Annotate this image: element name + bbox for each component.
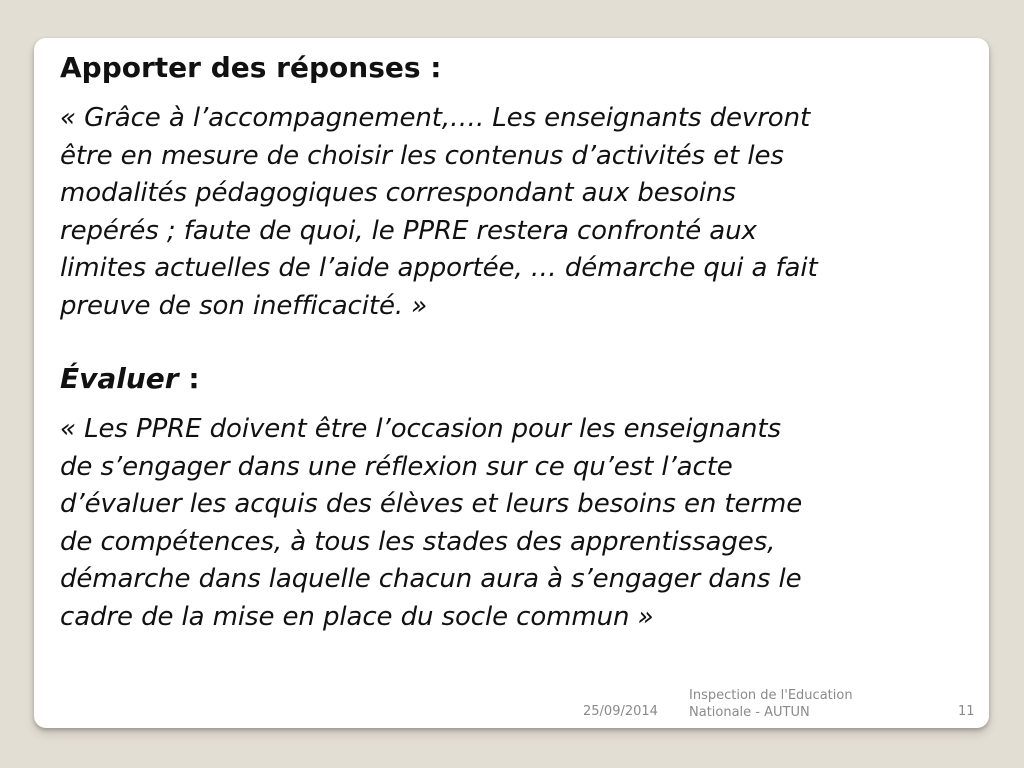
slide-footer <box>34 686 989 722</box>
quote-line: preuve de son inefficacité. » <box>60 290 428 321</box>
footer-organization <box>689 687 853 721</box>
footer-org-line: Inspection de l'Education <box>689 688 853 703</box>
quote-evaluer <box>60 411 980 636</box>
section-spacer <box>60 325 980 359</box>
quote-line: de s’engager dans une réflexion sur ce qu’est l’acte <box>60 451 733 482</box>
heading-evaluer-word: Évaluer <box>60 362 179 395</box>
quote-line: repérés ; faute de quoi, le PPRE restera confronté aux <box>60 215 757 246</box>
heading-evaluer <box>60 359 980 399</box>
footer-org-line: Nationale - AUTUN <box>689 705 810 720</box>
quote-line: cadre de la mise en place du socle commun » <box>60 601 654 632</box>
quote-line: « Les PPRE doivent être l’occasion pour les enseignants <box>60 414 781 444</box>
quote-accompagnement <box>60 100 980 325</box>
footer-date: 25/09/2014 <box>583 704 658 719</box>
heading-evaluer-colon: : <box>178 362 200 395</box>
footer-page-number: 11 <box>958 704 975 719</box>
quote-line: être en mesure de choisir les contenus d’activités et les <box>60 140 784 171</box>
quote-line: démarche dans laquelle chacun aura à s’engager dans le <box>60 564 802 594</box>
heading-apporter-des-reponses: Apporter des réponses : <box>60 51 442 84</box>
quote-line: « Grâce à l’accompagnement,…. Les enseignants devront <box>60 103 811 133</box>
slide <box>34 38 989 728</box>
quote-line: limites actuelles de l’aide apportée, … démarche qui a fait <box>60 253 818 283</box>
quote-line: de compétences, à tous les stades des apprentissages, <box>60 526 776 557</box>
quote-line: modalités pédagogiques correspondant aux besoins <box>60 178 736 208</box>
slide-content <box>60 48 980 636</box>
quote-line: d’évaluer les acquis des élèves et leurs besoins en terme <box>60 489 803 519</box>
